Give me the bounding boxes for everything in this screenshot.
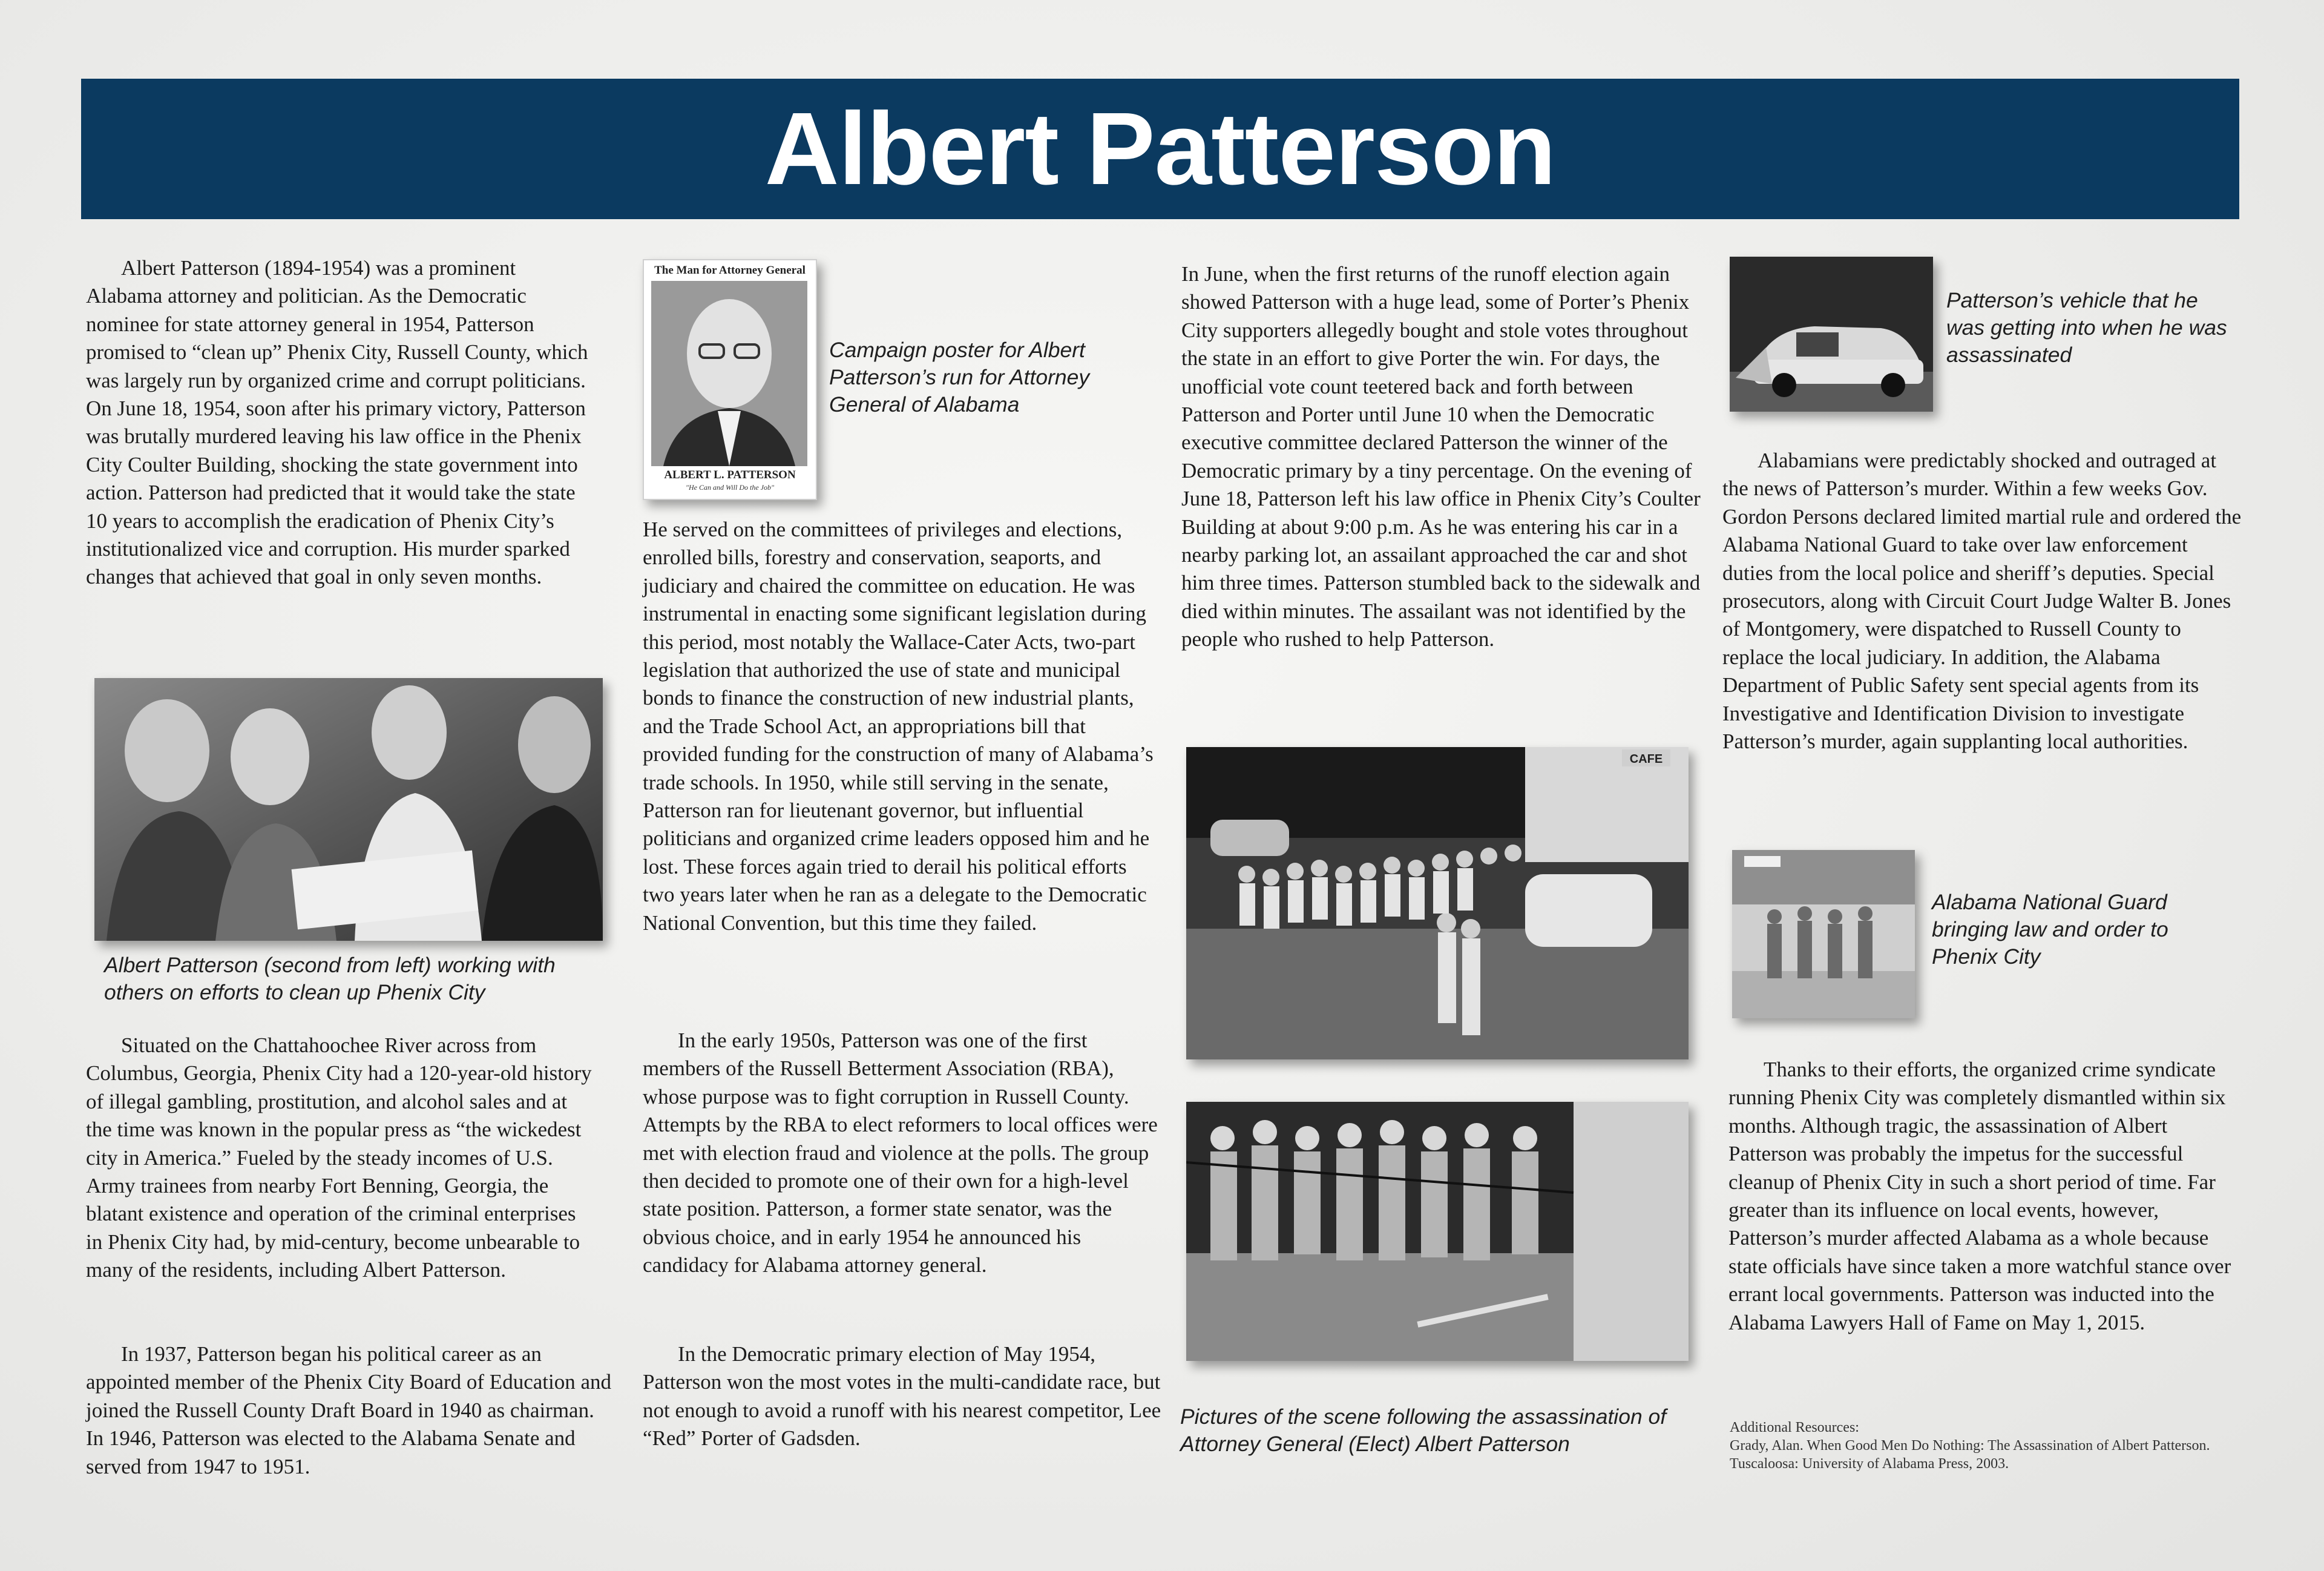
col4-aftermath	[1722, 447, 2243, 756]
col4-para-aftermath: Alabamians were predictably shocked and outraged at the news of Patterson’s murder. Within a few weeks Gov. Gordon Persons declared limited martial rule and ordered the Alabama National Guard to take over law enforcement duties from the local police and sheriff’s deputies. Special prosecutors, along with Circuit Court Judge Walter B. Jones of Montgomery, were dispatched to Russell County to replace the local judiciary. In addition, the Alabama Department of Public Safety sent special agents from its Investigative and Identification Division to investigate Patterson’s murder, again supplanting local authorities.	[1722, 449, 2242, 754]
page-title: Albert Patterson	[764, 91, 1556, 206]
col2-senate	[643, 516, 1163, 937]
col1-career	[86, 1340, 612, 1481]
group-working-photo	[94, 678, 603, 941]
national-guard-caption: Alabama National Guard bringing law and order to Phenix City	[1932, 890, 2168, 969]
poster-portrait	[651, 281, 807, 466]
vehicle-caption: Patterson’s vehicle that he was getting into when he was assassinated	[1946, 288, 2227, 367]
national-guard-photo	[1732, 850, 1915, 1018]
cafe-sign-text: CAFE	[1629, 753, 1663, 766]
col1-history	[86, 1032, 594, 1285]
col1-para-history: Situated on the Chattahoochee River across from Columbus, Georgia, Phenix City had a 120-year-old history of illegal gambling, prostitution, and alcohol sales and at the time was known in the popular press as “the wickedest city in America.” Fueled by the steady incomes of U.S. Army trainees from nearby Fort Benning, Georgia, the blatant existence and operation of the criminal enterprises in Phenix City had, by mid-century, become unbearable to many of the residents, including Albert Patterson.	[86, 1033, 592, 1282]
poster-title: The Man for Attorney General	[654, 264, 806, 277]
col4-conclusion	[1728, 1056, 2237, 1337]
col2-para-senate: He served on the committees of privileges and elections, enrolled bills, forestry and conservation, seaports, and judiciary and chaired the committee on education. He was instrumental in enacting some significant legislation during this period, most notably the Wallace-Cater Acts, two-part legislation that authorized the use of state and municipal bonds to finance the construction of new industrial plants, and the Trade School Act, an appropriations bill that provided funding for the construction of many of Alabama’s trade schools. In 1950, while still serving in the senate, Patterson ran for lieutenant governor, but influential politicians and organized crime leaders opposed him and he lost. These forces again tried to derail his political efforts two years later when he ran as a delegate to the Democratic National Convention, but this time they failed.	[643, 518, 1154, 935]
col3-runoff	[1181, 260, 1714, 654]
scene-photos-caption: Pictures of the scene following the assassination of Attorney General (Elect) Albert Patterson	[1180, 1405, 1667, 1456]
poster-name: ALBERT L. PATTERSON	[664, 469, 796, 481]
campaign-poster	[643, 259, 817, 500]
col4-para-conclusion: Thanks to their efforts, the organized crime syndicate running Phenix City was completely dismantled within six months. Although tragic, the assassination of Albert Patterson was probably the impetus for the successful cleanup of Phenix City in such a short period of time. Far greater than its influence on local events, however, Patterson’s murder affected Alabama as a whole because state officials have since taken a more watchful stance over errant local governments. Patterson was inducted into the Alabama Lawyers Hall of Fame on May 1, 2015.	[1728, 1058, 2231, 1334]
poster-tagline: "He Can and Will Do the Job"	[685, 483, 775, 492]
col2-para-rba: In the early 1950s, Patterson was one of the first members of the Russell Betterment Association (RBA), whose purpose was to fight corruption in Russell County. Attempts by the RBA to elect reformers to local offices were met with election fraud and violence at the polls. The group then decided to promote one of their own for a high-level state position. Patterson, a former state senator, was the obvious choice, and in early 1954 he announced his candidacy for Alabama attorney general.	[643, 1029, 1158, 1277]
additional-resources	[1730, 1418, 2226, 1473]
resources-citation: Grady, Alan. When Good Men Do Nothing: The Assassination of Albert Patterson. Tuscaloosa: University of Alabama Press, 2003.	[1730, 1438, 2210, 1472]
resources-heading: Additional Resources:	[1730, 1420, 1859, 1435]
sidewalk-crowd-photo	[1186, 1102, 1689, 1361]
vehicle-photo	[1730, 257, 1933, 412]
col1-intro	[86, 254, 594, 591]
col1-para-intro: Albert Patterson (1894-1954) was a prominent Alabama attorney and politician. As the Democratic nominee for state attorney general in 1954, Patterson promised to “clean up” Phenix City, Russell County, which was largely run by organized crime and corrupt politicians. On June 18, 1954, soon after his primary victory, Patterson was brutally murdered leaving his law office in the Phenix City Coulter Building, shocking the state government into action. Patterson had predicted that it would take the state 10 years to accomplish the eradication of Phenix City’s institutionalized vice and corruption. His murder sparked changes that achieved that goal in only seven months.	[86, 256, 588, 589]
col3-para-runoff: In June, when the first returns of the runoff election again showed Patterson with a huge lead, some of Porter’s Phenix City supporters allegedly bought and stole votes throughout the state in an effort to give Porter the win. For days, the unofficial vote count teetered back and forth between Patterson and Porter until June 10 when the Democratic executive committee declared Patterson the winner of the Democratic primary by a tiny percentage. On the evening of June 18, Patterson left his law office in Phenix City’s Coulter Building at about 9:00 p.m. As he was entering his car in a nearby parking lot, an assailant approached the car and shot him three times. Patterson stumbled back to the sidewalk and died within minutes. The assailant was not identified by the people who rushed to help Patterson.	[1181, 262, 1701, 651]
col2-para-primary: In the Democratic primary election of May 1954, Patterson won the most votes in the multi-candidate race, but not enough to avoid a runoff with his nearest competitor, Lee “Red” Porter of Gadsden.	[643, 1342, 1161, 1451]
col1-para-career: In 1937, Patterson began his political career as an appointed member of the Phenix City Board of Education and joined the Russell County Draft Board in 1940 as chairman. In 1946, Patterson was elected to the Alabama Senate and served from 1947 to 1951.	[86, 1342, 611, 1478]
col2-primary	[643, 1340, 1163, 1453]
crowd-street-photo	[1186, 747, 1689, 1059]
poster-caption: Campaign poster for Albert Patterson’s run for Attorney General of Alabama	[829, 338, 1090, 417]
title-banner	[81, 79, 2239, 219]
col2-rba	[643, 1027, 1163, 1280]
group-photo-caption: Albert Patterson (second from left) working with others on efforts to clean up Phenix City	[104, 953, 556, 1004]
